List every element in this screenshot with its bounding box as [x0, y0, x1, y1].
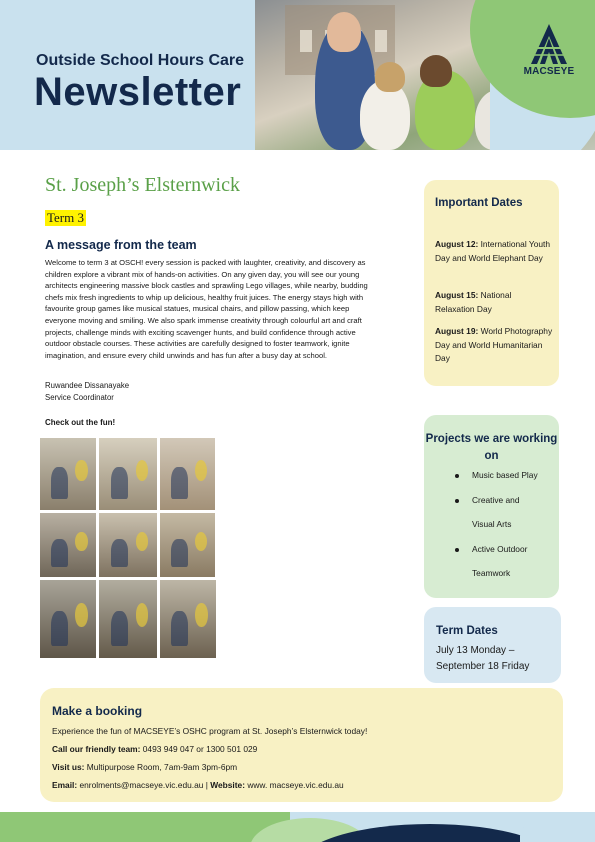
signature-role: Service Coordinator: [45, 393, 114, 402]
date-label: August 19:: [435, 326, 479, 336]
booking-title: Make a booking: [52, 704, 143, 718]
booking-contact: [52, 780, 344, 790]
website-label: Website:: [210, 780, 245, 790]
photo-gallery: [40, 438, 218, 660]
date-label: August 15:: [435, 290, 479, 300]
project-item: Creative and: [472, 495, 520, 505]
term-dates-title: Term Dates: [436, 625, 498, 637]
website-link[interactable]: www. macseye.vic.edu.au: [245, 780, 344, 790]
macseye-logo-icon: [523, 22, 575, 66]
child-head: [375, 62, 405, 92]
message-body: Welcome to term 3 at OSCH! every session is packed with laughter, creativity, and discovery as children explore a vibrant mix of hands-on activities. On any given day, you will see our young architects engineering massive block castles and sprawling Lego villages, while nearby, budding chefs mix fresh ingredients to whip up delicious, healthy fruit juices. The energy stays high with favourite group games like musical statues, musical chairs, and pillow passing, which keep everyone moving and smiling. We also spark immense creativity through colourful art and craft projects, challenge minds with exciting scavenger hunts, and build confidence through active outdoor obstacle courses. These activities are carefully designed to foster teamwork, ignite imagination, and ensure every child unwinds and has fun after a busy day at school.: [45, 258, 368, 360]
term-dates-text: July 13 Monday – September 18 Friday: [436, 645, 530, 672]
date-item: [435, 289, 553, 316]
date-text: World Photography Day and World Humanitarian Day: [435, 326, 553, 363]
booking-visit: [52, 762, 237, 772]
date-text: International Youth Day and World Elephant Day: [435, 239, 550, 263]
logo-text: MACSEYE: [523, 66, 575, 77]
window-image: [375, 30, 387, 52]
gallery-photo: [160, 513, 215, 577]
gallery-photo: [40, 438, 96, 510]
term-label: Term 3: [47, 210, 84, 225]
visit-value: Multipurpose Room, 7am-9am 3pm-6pm: [84, 762, 238, 772]
booking-intro: Experience the fun of MACSEYE’s OSHC program at St. Joseph’s Elsternwick today!: [52, 726, 368, 736]
email-link[interactable]: enrolments@macseye.vic.edu.au |: [77, 780, 211, 790]
email-label: Email:: [52, 780, 78, 790]
gallery-photo: [99, 580, 157, 658]
gallery-photo: [40, 513, 96, 577]
header-subtitle: Outside School Hours Care: [36, 52, 245, 69]
project-item: Teamwork: [472, 568, 511, 578]
visit-label: Visit us:: [52, 762, 85, 772]
footer-blue-shape: [520, 816, 595, 842]
project-item: Music based Play: [472, 470, 538, 480]
call-value[interactable]: 0493 949 047 or 1300 501 029: [140, 744, 258, 754]
project-item: Visual Arts: [472, 519, 512, 529]
header-banner: [0, 0, 595, 150]
projects-title: Projects we are working on: [425, 433, 558, 462]
teacher-face: [327, 12, 361, 52]
gallery-heading: Check out the fun!: [45, 418, 116, 427]
bullet-icon: [455, 548, 459, 552]
date-item: [435, 325, 553, 366]
project-item: Active Outdoor: [472, 544, 528, 554]
date-item: [435, 238, 553, 265]
important-dates-title: Important Dates: [435, 197, 523, 209]
footer-green-shape: [0, 812, 290, 842]
gallery-photo: [99, 513, 157, 577]
school-name: St. Joseph’s Elsternwick: [45, 174, 240, 196]
gallery-photo: [160, 438, 215, 510]
gallery-photo: [40, 580, 96, 658]
child-head: [420, 55, 452, 87]
signature-name: Ruwandee Dissanayake: [45, 381, 130, 390]
date-text: National Relaxation Day: [435, 290, 512, 314]
message-heading: A message from the team: [45, 238, 197, 252]
gallery-photo: [99, 438, 157, 510]
date-label: August 12:: [435, 239, 479, 249]
footer-band: [0, 812, 595, 842]
gallery-photo: [160, 580, 216, 658]
call-label: Call our friendly team:: [52, 744, 141, 754]
booking-call: [52, 744, 257, 754]
bullet-icon: [455, 499, 459, 503]
window-image: [300, 30, 312, 52]
bullet-icon: [455, 474, 459, 478]
page-title: Newsletter: [34, 70, 242, 114]
